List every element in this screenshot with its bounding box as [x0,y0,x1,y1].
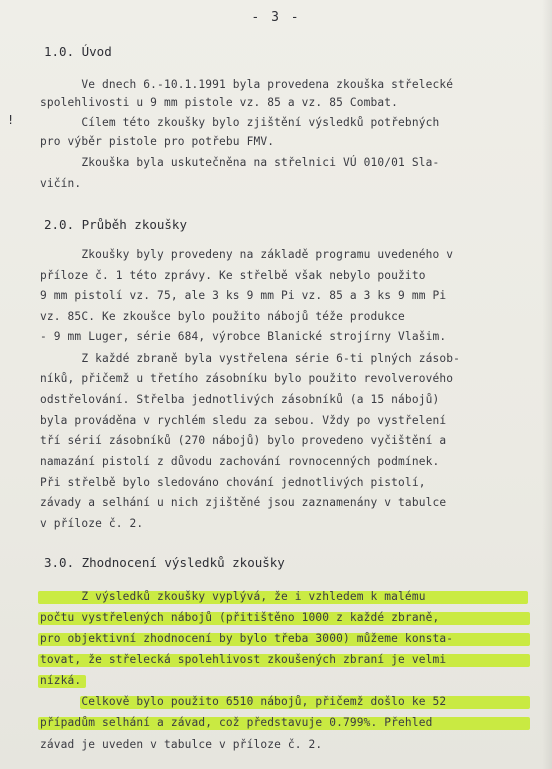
text-line: Zkoušky byly provedeny na základě programu uvedeného v [40,248,454,261]
text-line: 9 mm pistolí vz. 75, ale 3 ks 9 mm Pi vz. 85 a 3 ks 9 mm Pi [40,289,447,302]
text-line: Ve dnech 6.-10.1.1991 byla provedena zkouška střelecké [40,78,454,91]
text-line: tovat, že střelecká spolehlivost zkoušených zbraní je velmi [40,653,447,666]
text-line: vičín. [40,177,82,190]
section-heading-evaluation: 3.0. Zhodnocení výsledků zkoušky [44,555,285,570]
section-heading-procedure: 2.0. Průběh zkoušky [44,217,187,232]
page-edge-shadow [542,0,552,769]
text-line: odstřelování. Střelba jednotlivých zásobníků (a 15 nábojů) [40,393,440,406]
text-line: tří sérií zásobníků (270 nábojů) bylo provedeno vyčištění a [40,434,447,447]
page-number: - 3 - [251,10,301,25]
text-line: pro výběr pistole pro potřebu FMV. [40,135,275,148]
text-line: pro objektivní zhodnocení by bylo třeba 3000) můžeme konsta- [40,632,454,645]
section-heading-intro: 1.0. Úvod [44,44,112,59]
text-line: byla prováděna v rychlém sledu za sebou. Vždy po vystřelení [40,414,447,427]
text-line: Cílem této zkoušky bylo zjištění výsledků potřebných [40,116,440,129]
text-line: počtu vystřelených nábojů (přitištěno 1000 z každé zbraně, [40,611,440,624]
text-line: nízká. [40,674,82,687]
text-line: příloze č. 1 této zprávy. Ke střelbě však nebylo použito [40,269,426,282]
margin-mark: ! [7,113,15,127]
text-line: Při střelbě bylo sledováno chování jednotlivých pistolí, [40,476,426,489]
text-line: namazání pistolí z důvodu zachování rovnocenných podmínek. [40,455,440,468]
text-line: Z výsledků zkoušky vyplývá, že i vzhledem k malému [40,590,426,603]
text-line: závad je uveden v tabulce v příloze č. 2. [40,738,323,751]
text-line: spolehlivosti u 9 mm pistole vz. 85 a vz. 85 Combat. [40,96,399,109]
text-line: Z každé zbraně byla vystřelena série 6-ti plných zásob- [40,352,461,365]
text-line: vz. 85C. Ke zkoušce bylo použito nábojů téže produkce [40,310,405,323]
text-line: Celkově bylo použito 6510 nábojů, přičemž došlo ke 52 [40,695,447,708]
text-line: závady a selhání u nich zjištěné jsou zaznamenány v tabulce [40,496,447,509]
text-line: - 9 mm Luger, série 684, výrobce Blanické strojírny Vlašim. [40,330,447,343]
text-line: v příloze č. 2. [40,517,144,530]
text-line: Zkouška byla uskutečněna na střelnici VÚ 010/01 Sla- [40,156,440,169]
text-line: níků, přičemž u třetího zásobníku bylo použito revolverového [40,372,454,385]
text-line: případům selhání a závad, což představuje 0.799%. Přehled [40,716,433,729]
